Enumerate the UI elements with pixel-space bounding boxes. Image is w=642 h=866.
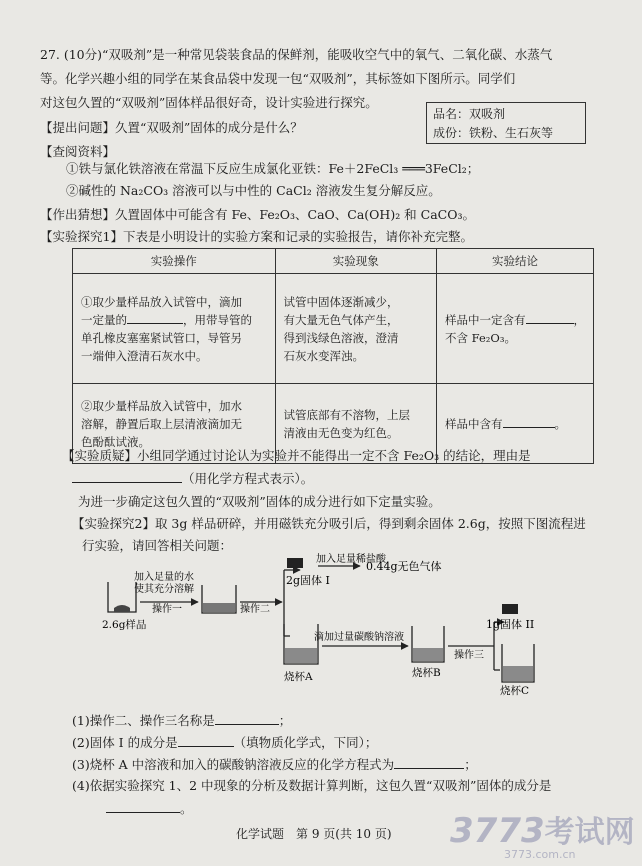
- reference-title: 【查阅资料】: [40, 144, 116, 159]
- product-ingredients: 成份：铁粉、生石灰等: [433, 126, 554, 140]
- answer-blank[interactable]: [178, 734, 234, 747]
- solid-2-block: [502, 604, 518, 614]
- flow-op1: 操作一: [152, 604, 182, 615]
- beaker-c-liquid: [503, 666, 533, 681]
- flow-beaker-a: 烧杯A: [284, 671, 313, 683]
- question-line-1: 27. (10分)“双吸剂”是一种常见袋装食品的保鲜剂，能吸收空气中的氧气、二氧化碳、水蒸气: [40, 47, 553, 62]
- dissolve-liquid: [203, 603, 235, 612]
- further-experiment: 为进一步确定这包久置的“双吸剂”固体的成分进行如下定量实验。: [78, 494, 441, 509]
- product-name: 品名：双吸剂: [433, 107, 506, 121]
- watermark-url: 3773.com.cn: [504, 848, 576, 861]
- answer-blank[interactable]: [394, 756, 464, 769]
- table-header: 实验现象: [275, 249, 436, 274]
- flow-solid-2: 1g固体 II: [486, 618, 535, 631]
- flow-add-na2co3: 滴加过量碳酸钠溶液: [314, 632, 404, 643]
- beaker-a-liquid: [285, 648, 317, 663]
- beaker-b-liquid: [413, 648, 443, 661]
- flow-solid-1: 2g固体 I: [286, 574, 330, 587]
- table-cell-operation: ②取少量样品放入试管中，加水 溶解，静置后取上层清液滴加无 色酚酞试液。: [73, 384, 276, 464]
- flow-beaker-c: 烧杯C: [500, 685, 530, 697]
- flow-beaker-b: 烧杯B: [412, 667, 441, 679]
- doubt-line-1: 【实验质疑】小组同学通过讨论认为实验并不能得出一定不含 Fe₂O₃ 的结论，理由是: [62, 448, 531, 463]
- table-cell-conclusion: 样品中含有 。: [437, 384, 594, 464]
- question-line-2: 等。化学兴趣小组的同学在某食品袋中发现一包“双吸剂”，其标签如下图所示。同学们: [40, 71, 516, 86]
- exp1-intro: 【实验探究1】下表是小明设计的实验方案和记录的实验报告，请你补充完整。: [40, 229, 473, 244]
- exp2-line-2: 行实验，请回答相关问题：: [82, 538, 233, 553]
- sub-question-4: (4)依据实验探究 1、2 中现象的分析及数据计算判断，这包久置“双吸剂”固体的成分是: [72, 778, 552, 793]
- sub-question-4-answer: 。: [106, 800, 193, 817]
- sub-question-1: (1)操作二、操作三名称是 ；: [72, 713, 292, 728]
- table-cell-phenomenon: 试管底部有不溶物，上层 清液由无色变为红色。: [275, 384, 436, 464]
- exp2-line-1: 【实验探究2】取 3g 样品研碎，并用磁铁充分吸引后，得到剩余固体 2.6g，按照下图流程进: [72, 516, 586, 531]
- table-cell-phenomenon: 试管中固体逐渐减少， 有大量无色气体产生， 得到浅绿色溶液，澄清 石灰水变浑浊。: [275, 274, 436, 384]
- question-raised: 【提出问题】久置“双吸剂”固体的成分是什么？: [40, 120, 303, 135]
- flow-add-water: 加入足量的水: [134, 572, 194, 583]
- table-header: 实验操作: [73, 249, 276, 274]
- flow-add-acid: 加入足量稀盐酸: [316, 554, 386, 565]
- flow-op3: 操作三: [454, 650, 484, 661]
- hypothesis: 【作出猜想】久置固体中可能含有 Fe、Fe₂O₃、CaO、Ca(OH)₂ 和 CaCO₃。: [40, 207, 475, 222]
- sub-question-3: (3)烧杯 A 中溶液和加入的碳酸钠溶液反应的化学方程式为 ；: [72, 757, 477, 772]
- flow-op2: 操作二: [240, 604, 270, 615]
- table-cell-operation: ①取少量样品放入试管中，滴加 一定量的 ，用带导管的 单孔橡皮塞塞紧试管口，导管另 一端伸入澄清石灰水中。: [73, 274, 276, 384]
- reference-item-2: ②碱性的 Na₂CO₃ 溶液可以与中性的 CaCl₂ 溶液发生复分解反应。: [66, 183, 441, 198]
- page-footer: 化学试题 第 9 页(共 10 页): [236, 827, 392, 841]
- question-line-3: 对这包久置的“双吸剂”固体样品很好奇，设计实验进行探究。: [40, 95, 378, 110]
- table-header: 实验结论: [437, 249, 594, 274]
- table-cell-conclusion: 样品中一定含有 ， 不含 Fe₂O₃。: [437, 274, 594, 384]
- sub-question-2: (2)固体 I 的成分是 （填物质化学式，下同）；: [72, 735, 378, 750]
- answer-blank[interactable]: [106, 800, 180, 813]
- watermark-logo: 3773考试网: [450, 811, 635, 851]
- doubt-line-2: （用化学方程式表示）。: [72, 470, 313, 487]
- flow-sample: 2.6g样品: [102, 619, 147, 631]
- answer-blank[interactable]: [215, 712, 279, 725]
- flow-dissolve: 使其充分溶解: [134, 584, 194, 595]
- reference-item-1: ①铁与氯化铁溶液在常温下反应生成氯化亚铁：Fe＋2FeCl₃ ═══3FeCl₂；: [66, 161, 480, 176]
- sample-powder: [114, 605, 130, 612]
- flow-gas: 0.44g无色气体: [366, 560, 442, 573]
- solid-1-block: [287, 558, 303, 568]
